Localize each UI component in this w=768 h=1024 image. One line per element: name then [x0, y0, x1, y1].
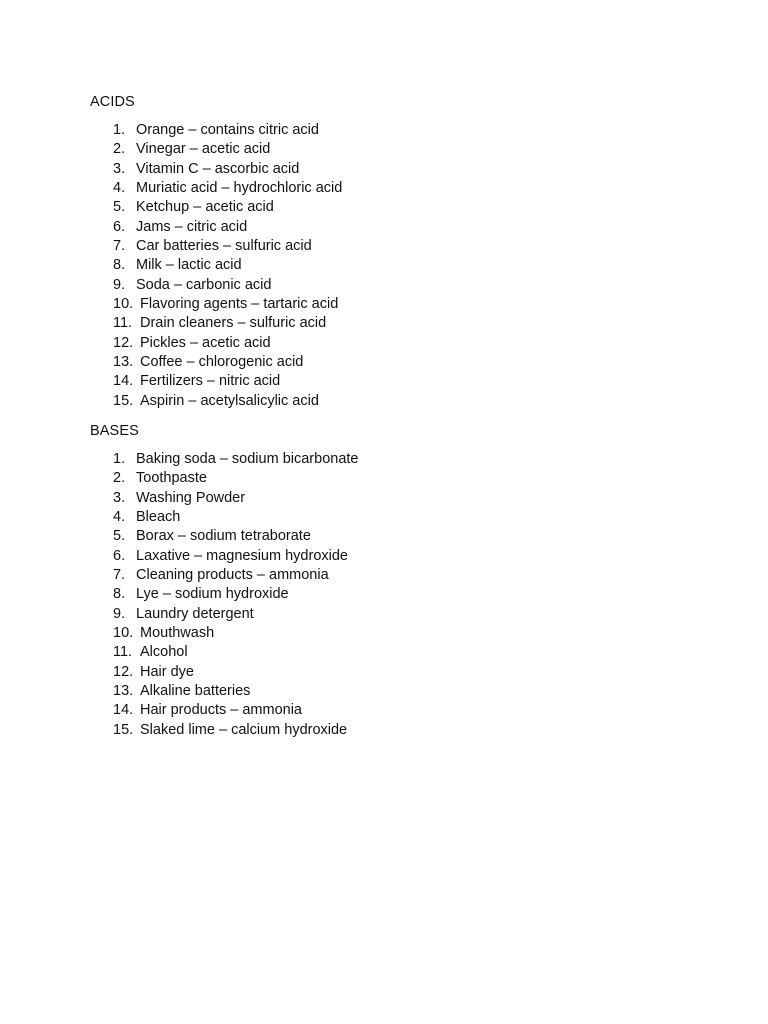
item-text: Laundry detergent: [136, 605, 254, 622]
item-number: 5.: [113, 528, 126, 545]
item-number: 1.: [113, 122, 126, 138]
item-number: 7.: [113, 567, 126, 584]
item-text: Hair dye: [140, 663, 194, 680]
item-text: Muriatic acid – hydrochloric acid: [136, 180, 343, 197]
item-text: Slaked lime – calcium hydroxide: [140, 721, 348, 738]
item-number: 2.: [113, 470, 126, 487]
item-text: Alkaline batteries: [140, 683, 251, 700]
list-item: [0, 566, 768, 585]
item-text: Lye – sodium hydroxide: [136, 586, 289, 603]
item-text: Borax – sodium tetraborate: [136, 528, 311, 545]
item-number: 10.: [113, 296, 134, 313]
item-text: Drain cleaners – sulfuric acid: [140, 315, 327, 332]
list-item: [0, 547, 768, 566]
list-item: [0, 198, 768, 217]
item-number: 14.: [113, 702, 134, 719]
item-text: Orange – contains citric acid: [136, 122, 319, 138]
item-text: Washing Powder: [136, 489, 246, 506]
bases-heading: BASES: [90, 423, 139, 439]
list-item: [0, 237, 768, 256]
list-item: [0, 450, 768, 469]
list-item: [0, 392, 768, 411]
list-item: [0, 527, 768, 546]
item-number: 4.: [113, 180, 126, 197]
list-item: [0, 469, 768, 488]
item-text: Cleaning products – ammonia: [136, 567, 329, 584]
list-item: [0, 605, 768, 624]
item-number: 2.: [113, 141, 126, 158]
list-item: [0, 508, 768, 527]
item-number: 15.: [113, 721, 134, 738]
bases-list: [0, 450, 768, 740]
item-text: Flavoring agents – tartaric acid: [140, 296, 339, 313]
item-text: Hair products – ammonia: [140, 702, 302, 719]
item-text: Pickles – acetic acid: [140, 334, 271, 351]
list-item: [0, 585, 768, 604]
list-item: [0, 489, 768, 508]
item-text: Alcohol: [140, 644, 188, 661]
list-item: [0, 256, 768, 275]
item-number: 13.: [113, 354, 134, 371]
item-number: 5.: [113, 199, 126, 216]
item-text: Coffee – chlorogenic acid: [140, 354, 304, 371]
item-number: 12.: [113, 334, 134, 351]
item-number: 7.: [113, 238, 126, 255]
item-number: 9.: [113, 276, 126, 293]
list-item: [0, 701, 768, 720]
list-item: [0, 314, 768, 333]
item-number: 6.: [113, 547, 126, 564]
item-number: 11.: [113, 315, 133, 332]
item-number: 8.: [113, 586, 126, 603]
item-text: Bleach: [136, 509, 181, 526]
list-item: [0, 160, 768, 179]
item-number: 3.: [113, 489, 126, 506]
list-item: [0, 372, 768, 391]
acids-list: [0, 121, 768, 411]
item-number: 4.: [113, 509, 126, 526]
list-item: [0, 276, 768, 295]
item-text: Toothpaste: [136, 470, 207, 487]
item-text: Soda – carbonic acid: [136, 276, 272, 293]
list-item: [0, 353, 768, 372]
list-item: [0, 624, 768, 643]
item-text: Baking soda – sodium bicarbonate: [136, 451, 359, 467]
item-text: Milk – lactic acid: [136, 257, 242, 274]
item-text: Vitamin C – ascorbic acid: [136, 160, 300, 177]
item-number: 14.: [113, 373, 134, 390]
item-number: 6.: [113, 218, 126, 235]
list-item: [0, 334, 768, 353]
item-text: Fertilizers – nitric acid: [140, 373, 281, 390]
item-number: 3.: [113, 160, 126, 177]
item-number: 13.: [113, 683, 134, 700]
list-item: [0, 663, 768, 682]
item-text: Jams – citric acid: [136, 218, 248, 235]
item-number: 12.: [113, 663, 134, 680]
item-number: 10.: [113, 625, 134, 642]
list-item: [0, 643, 768, 662]
item-number: 9.: [113, 605, 126, 622]
item-text: Aspirin – acetylsalicylic acid: [140, 392, 319, 409]
acids-heading: ACIDS: [90, 94, 135, 110]
item-number: 8.: [113, 257, 126, 274]
list-item: [0, 218, 768, 237]
item-text: Mouthwash: [140, 625, 215, 642]
list-item: [0, 721, 768, 740]
list-item: [0, 121, 768, 140]
item-number: 15.: [113, 392, 134, 409]
item-text: Vinegar – acetic acid: [136, 141, 271, 158]
item-text: Ketchup – acetic acid: [136, 199, 274, 216]
item-text: Laxative – magnesium hydroxide: [136, 547, 348, 564]
list-item: [0, 682, 768, 701]
list-item: [0, 179, 768, 198]
item-number: 1.: [113, 451, 126, 467]
item-text: Car batteries – sulfuric acid: [136, 238, 312, 255]
item-number: 11.: [113, 644, 133, 661]
list-item: [0, 295, 768, 314]
list-item: [0, 140, 768, 159]
